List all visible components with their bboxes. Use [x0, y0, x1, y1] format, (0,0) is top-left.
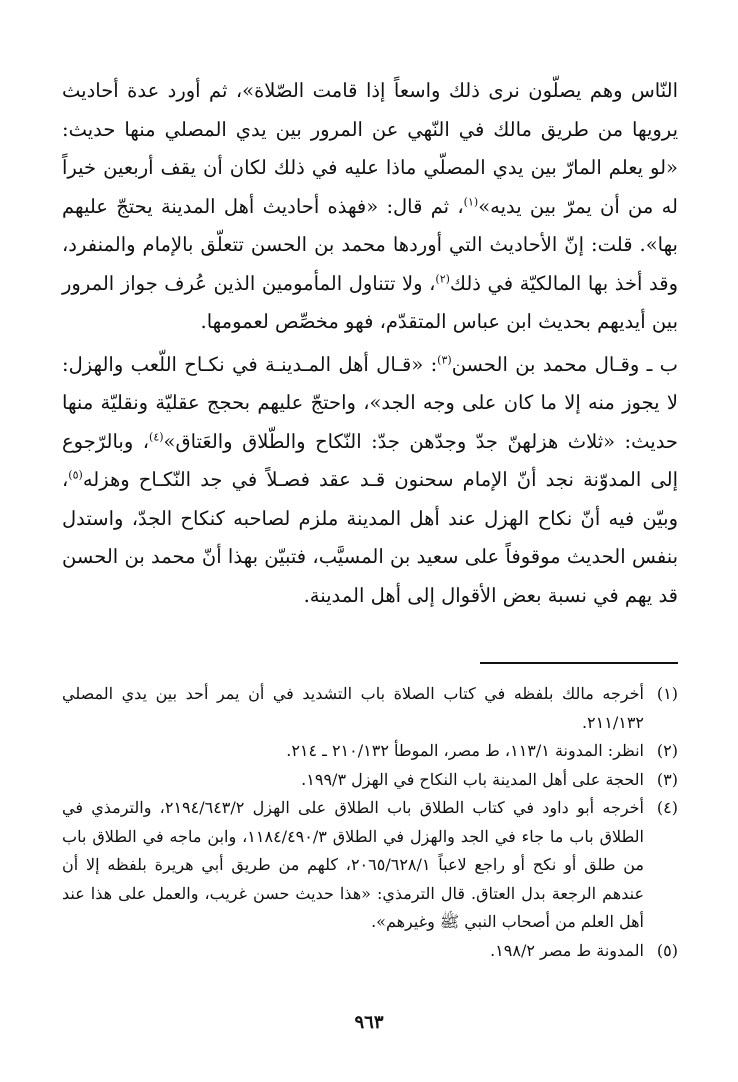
footnote-number: (٤)	[656, 798, 678, 817]
footnote-text: أخرجه أبو داود في كتاب الطلاق باب الطلاق على الهزل ٢١٩٤/٦٤٣/٢، والترمذي في الطلاق باب ما جاء في الجد والهزل في الطلاق ١١٨٤/٤٩٠/٣، وابن ماجه في الطلاق باب من طلق أو نكح أو راجع لاعباً ٢٠٦٥/٦٢٨/١، كلهم من طريق أبي هريرة بلفظه إلا أن عندهم الرجعة بدل العتاق. قال الترمذي: «هذا حديث حسن غريب، والعمل على هذا عند أهل العلم من أصحاب النبي ﷺ وغيرهم».	[62, 798, 645, 931]
footnote-number: (٥)	[656, 940, 678, 960]
text-run: ب ـ وقـال محمد بن الحسن	[451, 352, 678, 376]
footnote	[62, 794, 678, 937]
footnote-number: (٢)	[656, 741, 678, 760]
text-run: ، وبالرّجوع إلى المدوّنة نجد أنّ الإمام سحنون قـد عقد فصـلاً في جد النّكـاح وهزله	[62, 429, 678, 491]
text-run: ، ولا تتناول المأمومين الذين عُرف جواز المرور بين أيديهم بحديث ابن عباس المتقدّم، فهو مخصِّص لعمومها.	[62, 271, 678, 333]
paragraph	[62, 346, 678, 616]
text-run: النّاس وهم يصلّون نرى ذلك واسعاً إذا قامت الصّلاة»، ثم أورد عدة أحاديث يرويها من طريق مالك في النّهي عن المرور بين يدي المصلي منها حديث: «لو يعلم المارّ بين يدي المصلّي ماذا عليه في ذلك لكان أن يقف أربعين خيراً له من أن يمرّ بين يديه»	[62, 79, 678, 218]
footnote	[62, 680, 678, 737]
footnote	[62, 937, 678, 966]
footnote-number: (١)	[656, 684, 678, 703]
footnotes-list	[62, 680, 678, 965]
paragraph	[62, 72, 678, 342]
footnote-reference: (٥)	[68, 468, 83, 482]
footnote-text: انظر: المدونة ١١٣/١، ط مصر، الموطأ ٢١٠/١٣٢ ـ ٢١٤.	[286, 741, 644, 760]
text-run: ، ثم قال: «فهذه أحاديث أهل المدينة يحتجّ عليهم بها». قلت: إنّ الأحاديث التي أوردها محمد بن الحسن تتعلّق بالإمام والمنفرد، وقد أخذ بها المالكيّة في ذلك	[62, 194, 678, 295]
footnote-text: الحجة على أهل المدينة باب النكاح في الهزل ١٩٩/٣.	[301, 769, 644, 789]
main-text	[62, 72, 678, 615]
footnote-separator	[480, 662, 678, 664]
footnote-reference: (٢)	[435, 272, 450, 285]
text-run: ، وبيّن فيه أنّ نكاح الهزل عند أهل المدينة ملزم لصاحبه كنكاح الجدّ، واستدل بنفس الحديث موقوفاً على سعيد بن المسيَّب، فتبيّن بهذا أنّ محمد بن الحسن قد يهم في نسبة بعض الأقوال إلى أهل المدينة.	[62, 468, 678, 607]
footnote-text: أخرجه مالك بلفظه في كتاب الصلاة باب التشديد في أن يمر أحد بين يدي المصلي ٢١١/١٣٢.	[62, 684, 644, 732]
footnote-text: المدونة ط مصر ١٩٨/٢.	[490, 940, 644, 960]
footnote-reference: (٣)	[437, 353, 452, 366]
footnote-number: (٣)	[656, 769, 678, 789]
text-run: : «قـال أهل المـدينـة في نكـاح اللّعب والهزل: لا يجوز منه إلا ما كان على وجه الجد»، واحتجّ عليهم بحجج عقليّة ونقليّة منها حديث: «ثلاث هزلهنّ جدّ وجدّهن جدّ: النّكاح والطّلاق والعَتاق»	[62, 352, 678, 453]
footnote	[62, 737, 678, 766]
footnote-reference: (٤)	[149, 430, 164, 443]
page-number: ٩٦٣	[354, 1012, 384, 1033]
footnote	[62, 766, 678, 795]
footnote-reference: (١)	[463, 195, 479, 208]
